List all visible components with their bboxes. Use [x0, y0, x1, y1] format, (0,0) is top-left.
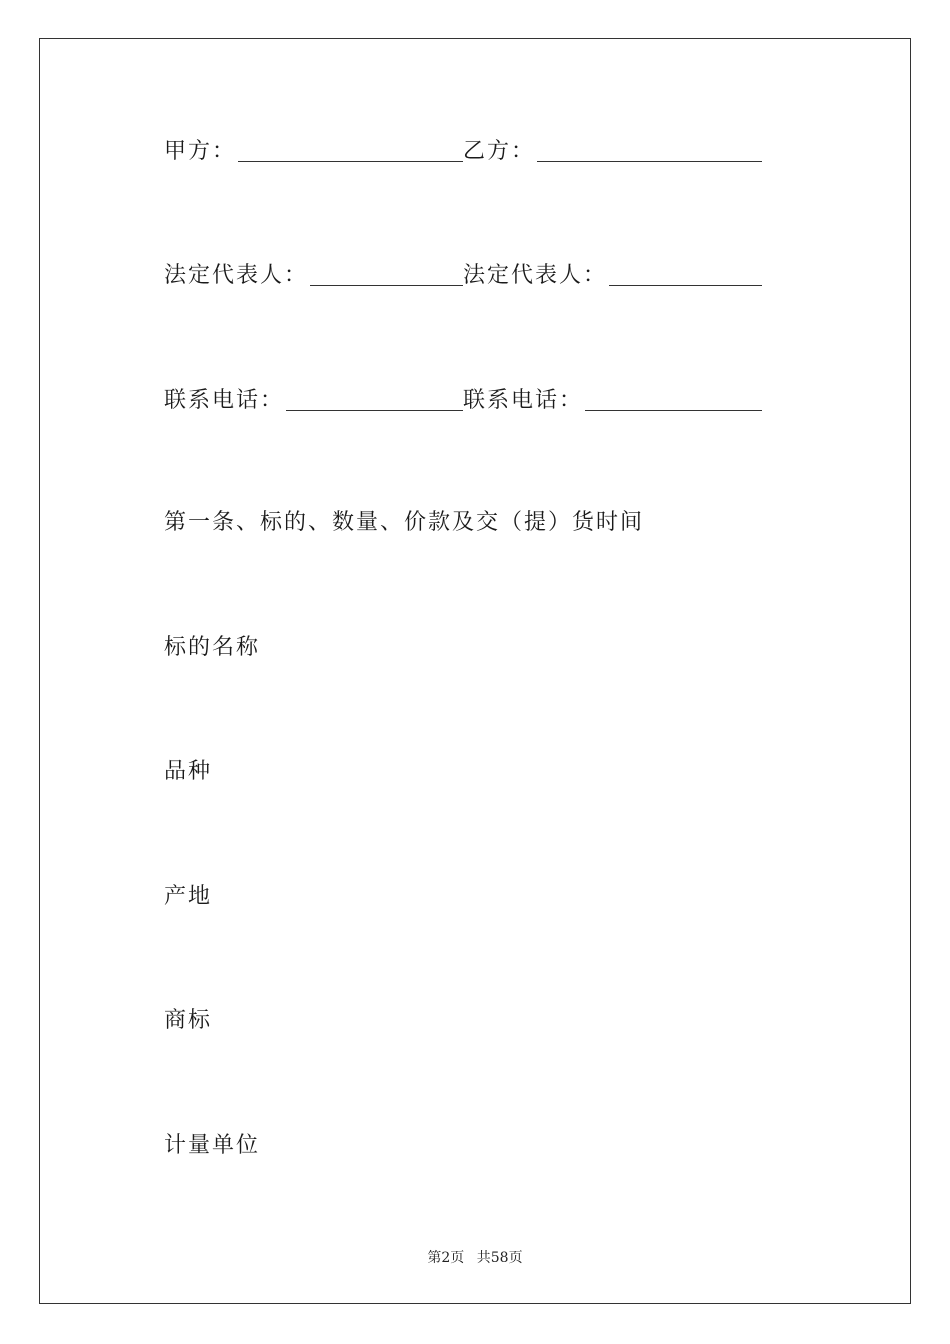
- phone-row: [164, 386, 762, 416]
- phone-a-blank[interactable]: [286, 388, 463, 411]
- item-unit: 计量单位: [164, 1133, 261, 1158]
- party-b-field: [463, 137, 762, 167]
- phone-a-field: [164, 386, 463, 416]
- item-subject-name: 标的名称: [164, 635, 261, 660]
- party-b-label: 乙方：: [463, 139, 536, 164]
- party-a-blank[interactable]: [238, 139, 463, 162]
- party-a-field: [164, 137, 463, 167]
- item-origin: 产地: [164, 884, 213, 909]
- item-variety: 品种: [164, 759, 213, 784]
- phone-b-blank[interactable]: [585, 388, 762, 411]
- rep-b-field: [463, 261, 762, 291]
- page-border: [39, 38, 911, 1304]
- party-b-blank[interactable]: [537, 139, 762, 162]
- party-row: [164, 137, 762, 167]
- rep-a-label: 法定代表人：: [164, 263, 309, 288]
- party-a-label: 甲方：: [164, 139, 237, 164]
- rep-b-label: 法定代表人：: [463, 263, 608, 288]
- representative-row: [164, 261, 762, 291]
- article-heading: 第一条、标的、数量、价款及交（提）货时间: [164, 510, 645, 535]
- rep-b-blank[interactable]: [609, 263, 762, 286]
- phone-a-label: 联系电话：: [164, 388, 285, 413]
- page-footer: [0, 1247, 950, 1267]
- rep-a-blank[interactable]: [310, 263, 463, 286]
- item-trademark: 商标: [164, 1008, 213, 1033]
- phone-b-field: [463, 386, 762, 416]
- page-current: 第2页: [427, 1250, 465, 1266]
- rep-a-field: [164, 261, 463, 291]
- phone-b-label: 联系电话：: [463, 388, 584, 413]
- page-total: 共58页: [476, 1250, 523, 1266]
